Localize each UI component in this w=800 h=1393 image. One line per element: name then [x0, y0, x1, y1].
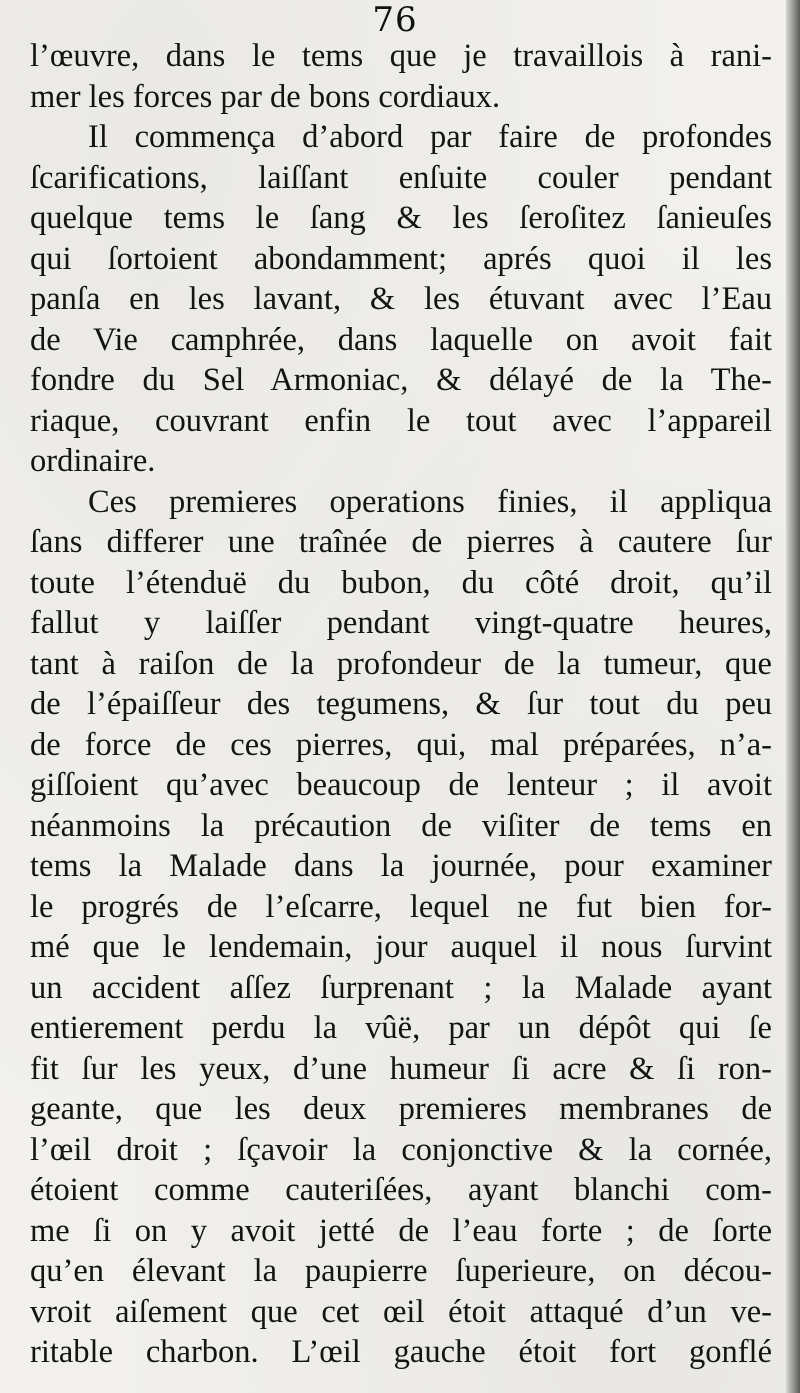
text-line: Il commença d’abord par faire de profondes: [88, 119, 772, 155]
text-line: entierement perdu la vûë, par un dépôt qui ſe: [30, 1010, 772, 1046]
text-line: l’œuvre, dans le tems que je travaillois à rani-: [30, 38, 772, 74]
text-line: me ſi on y avoit jetté de l’eau forte ; de ſorte: [30, 1212, 772, 1249]
text-line: toute l’étenduë du bubon, du côté droit, qu’il: [30, 564, 772, 601]
page-edge-shadow: [786, 0, 800, 1393]
text-line: geante, que les deux premieres membranes de: [30, 1091, 772, 1127]
text-line: riaque, couvrant enfin le tout avec l’appareil: [30, 402, 772, 439]
text-line: vroit aiſement que cet œil étoit attaqué d’un ve-: [30, 1293, 772, 1330]
text-line: giſſoient qu’avec beaucoup de lenteur ; il avoit: [30, 767, 772, 803]
text-line: néanmoins la précaution de viſiter de tems en: [30, 807, 772, 844]
text-line: ſans differer une traînée de pierres à cautere ſur: [30, 524, 772, 560]
text-line: tant à raiſon de la profondeur de la tumeur, que: [30, 645, 772, 682]
text-line: quelque tems le ſang & les ſeroſitez ſanieuſes: [30, 200, 772, 236]
page-number: 76: [372, 0, 418, 40]
text-line: de l’épaiſſeur des tegumens, & ſur tout du peu: [30, 686, 772, 722]
text-line: de force de ces pierres, qui, mal préparées, n’a-: [30, 726, 772, 763]
text-line: un accident aſſez ſurprenant ; la Malade ayant: [30, 969, 772, 1006]
text-line: ſcarifications, laiſſant enſuite couler pendant: [30, 159, 772, 196]
text-line: panſa en les lavant, & les étuvant avec l’Eau: [30, 281, 772, 317]
text-line: qui ſortoient abondamment; aprés quoi il les: [30, 240, 772, 277]
text-line: le progrés de l’eſcarre, lequel ne fut bien for-: [30, 888, 772, 925]
text-line: ordinaire.: [30, 443, 156, 479]
text-line: de Vie camphrée, dans laquelle on avoit fait: [30, 321, 772, 358]
text-line: mer les forces par de bons cordiaux.: [30, 78, 501, 115]
text-line: l’œil droit ; ſçavoir la conjonctive & la cornée,: [30, 1131, 772, 1168]
text-line: fondre du Sel Armoniac, & délayé de la The-: [30, 362, 772, 398]
body-text: [30, 36, 772, 1373]
text-line: tems la Malade dans la journée, pour examiner: [30, 848, 772, 884]
text-line: fit ſur les yeux, d’une humeur ſi acre & ſi ron-: [30, 1050, 772, 1087]
text-line: qu’en élevant la paupierre ſuperieure, on décou-: [30, 1253, 772, 1289]
text-line: Ces premieres operations finies, il appliqua: [88, 483, 772, 520]
text-line: étoient comme cauteriſées, ayant blanchi com-: [30, 1172, 772, 1208]
text-line: fallut y laiſſer pendant vingt-quatre heures,: [30, 605, 772, 641]
text-line: ritable charbon. L’œil gauche étoit fort gonflé: [30, 1334, 772, 1370]
text-line: mé que le lendemain, jour auquel il nous ſurvint: [30, 929, 772, 965]
